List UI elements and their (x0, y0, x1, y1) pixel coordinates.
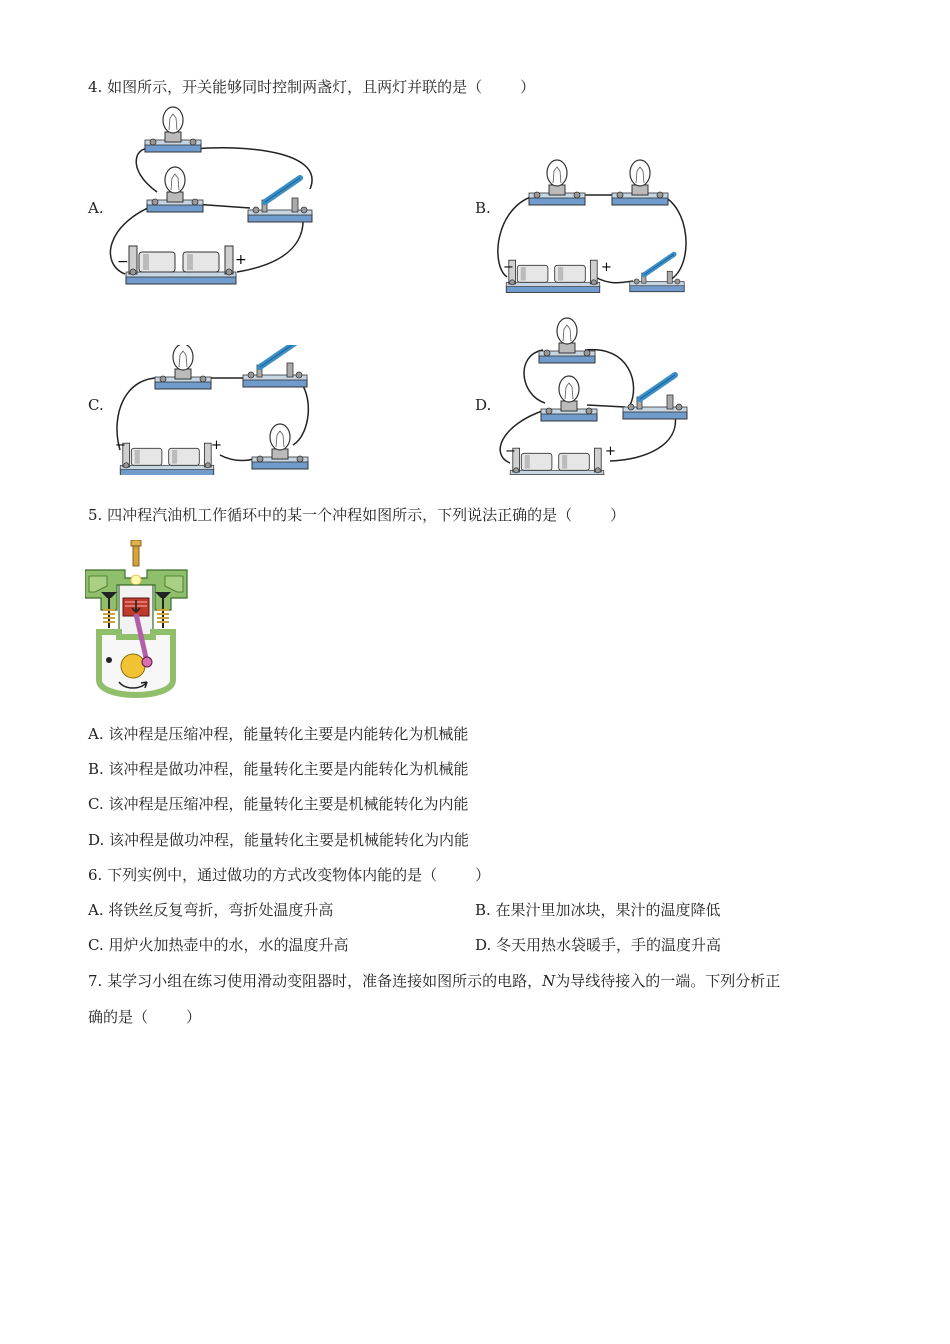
bulb-middle (147, 167, 203, 212)
q4-label-d: D. (475, 396, 492, 414)
circuit-figure-d (495, 315, 695, 475)
switch (630, 254, 684, 291)
battery (120, 443, 214, 475)
q5-stem-close: ） (610, 506, 626, 524)
bulb-left (155, 345, 211, 389)
switch (243, 345, 307, 387)
crank (121, 654, 145, 678)
q4-stem (88, 76, 535, 97)
wire (293, 378, 308, 445)
q6-option-b: B. 在果汁里加冰块，果汁的温度降低 (475, 901, 721, 919)
q4-stem-close: ） (520, 78, 536, 96)
q6-stem-text: 6. 下列实例中，通过做功的方式改变物体内能的是（ (88, 866, 438, 884)
wire (237, 216, 303, 272)
q5-option-a: A. 该冲程是压缩冲程，能量转化主要是内能转化为机械能 (88, 725, 469, 743)
q4-stem-text: 4. 如图所示，开关能够同时控制两盏灯，且两灯并联的是（ (88, 78, 483, 96)
wire (595, 277, 633, 283)
switch (248, 178, 312, 222)
q4-label-c: C. (88, 396, 104, 414)
q4-label-b: B. (475, 199, 491, 217)
bulb-right (252, 424, 308, 469)
q7-line2-text: 确的是（ (88, 1008, 149, 1026)
bulb-top (539, 318, 595, 363)
q7-line2-close: ） (186, 1008, 202, 1026)
q5-stem (88, 504, 625, 525)
q7-var-n: N (542, 972, 556, 990)
wire (660, 195, 686, 280)
q5-option-d: D. 该冲程是做功冲程，能量转化主要是机械能转化为内能 (88, 831, 470, 849)
q6-option-a: A. 将铁丝反复弯折，弯折处温度升高 (88, 901, 334, 919)
engine-figure (85, 540, 190, 705)
q6-option-d: D. 冬天用热水袋暖手，手的温度升高 (475, 936, 722, 954)
wire (587, 405, 625, 407)
battery (510, 448, 604, 475)
q7-stem-pre: 7. 某学习小组在练习使用滑动变阻器时，准备连接如图所示的电路， (88, 972, 543, 990)
minus-sign: − (505, 444, 516, 459)
wire (136, 148, 157, 192)
q4-label-a: A. (88, 199, 104, 217)
circuit-figure-a (105, 104, 335, 299)
spark-flash (131, 575, 141, 585)
plus-sign: + (235, 252, 247, 268)
minus-sign: − (117, 254, 129, 270)
plus-sign: + (211, 438, 222, 453)
q6-option-c: C. 用炉火加热壶中的水，水的温度升高 (88, 936, 349, 954)
spark-plug (131, 540, 141, 546)
minus-sign: − (115, 438, 126, 453)
bulb-middle (541, 376, 597, 421)
q7-stem (88, 970, 780, 991)
bulb-right (612, 160, 668, 205)
bulb-left (529, 160, 585, 205)
bulb-top (145, 107, 201, 152)
battery (126, 246, 236, 284)
plus-sign: + (601, 260, 612, 275)
q7-stem-post: 为导线待接入的一端。下列分析正 (555, 972, 781, 990)
battery (506, 260, 600, 292)
q5-option-b: B. 该冲程是做功冲程，能量转化主要是内能转化为机械能 (88, 760, 469, 778)
q7-stem-line2 (88, 1006, 201, 1027)
q6-stem-close: ） (475, 866, 491, 884)
wire (610, 415, 675, 461)
q6-stem (88, 864, 490, 885)
plus-sign: + (605, 444, 616, 459)
circuit-figure-b (495, 155, 695, 300)
circuit-figure-c (105, 345, 320, 475)
minus-sign: − (503, 260, 514, 275)
q5-stem-text: 5. 四冲程汽油机工作循环中的某一个冲程如图所示，下列说法正确的是（ (88, 506, 573, 524)
q5-option-c: C. 该冲程是压缩冲程，能量转化主要是机械能转化为内能 (88, 795, 469, 813)
